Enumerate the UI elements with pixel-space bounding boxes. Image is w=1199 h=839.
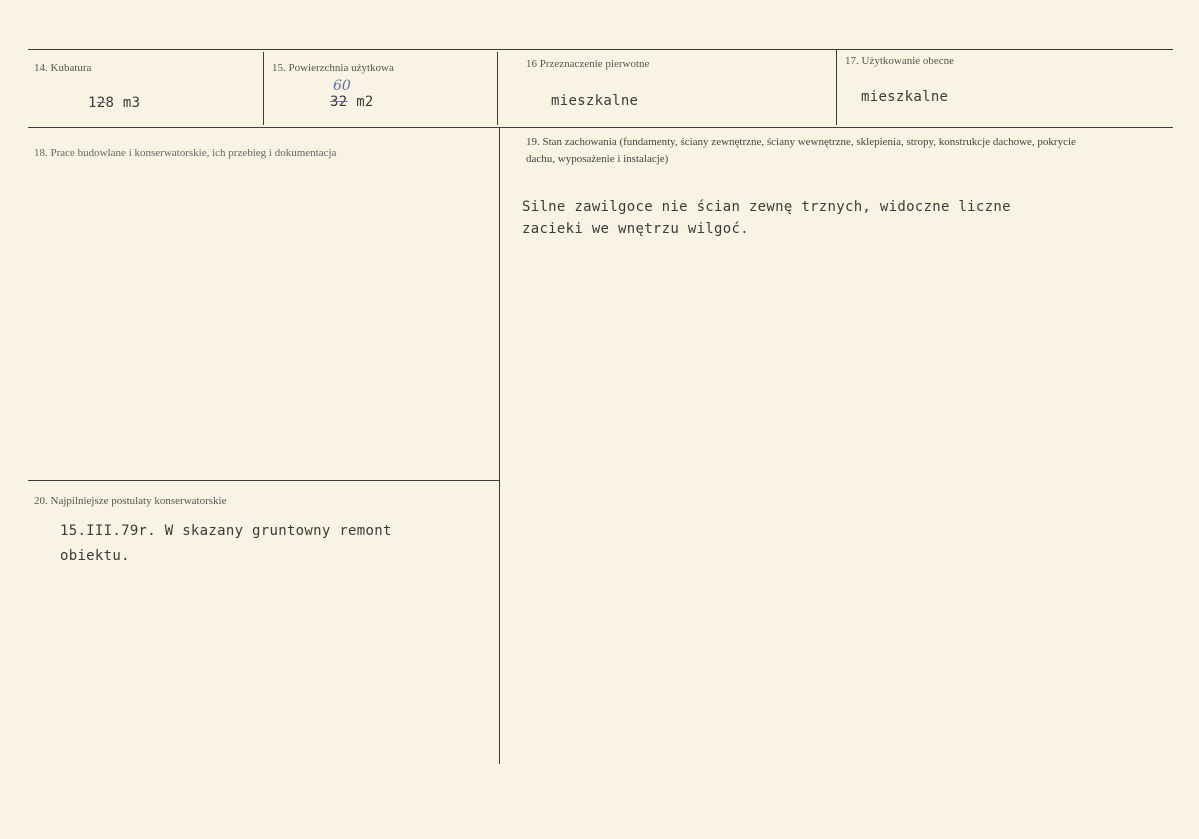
stan-zachowania-line-2: zacieki we wnętrzu wilgoć. xyxy=(522,221,749,237)
top-rule xyxy=(28,49,1173,50)
postulaty-label: 20. Najpilniejsze postulaty konserwatorskie xyxy=(34,495,227,507)
divider-16-17 xyxy=(836,50,837,125)
postulaty-line-2: obiektu. xyxy=(60,548,130,564)
row1-rule xyxy=(28,127,1173,128)
postulaty-line-1: 15.III.79r. W skazany gruntowny remont xyxy=(60,523,392,539)
przeznaczenie-value: mieszkalne xyxy=(551,93,639,109)
prace-label: 18. Prace budowlane i konserwatorskie, ich przebieg i dokumentacja xyxy=(34,147,337,159)
przeznaczenie-label: 16 Przeznaczenie pierwotne xyxy=(526,58,650,70)
stan-zachowania-label: 19. Stan zachowania (fundamenty, ściany zewnętrzne, ściany wewnętrzne, sklepienia, stropy, konstrukcje dachowe, pokrycie dachu, wyposażenie i instalacje) xyxy=(526,136,1076,165)
powierzchnia-value: 32 m2 xyxy=(330,94,374,110)
divider-15-16 xyxy=(497,52,498,125)
stan-zachowania-line-1: Silne zawilgoce nie ścian zewnę trznych, widoczne liczne xyxy=(522,199,1011,215)
row2-rule xyxy=(28,480,500,481)
powierzchnia-label: 15. Powierzchnia użytkowa xyxy=(272,62,394,74)
divider-14-15 xyxy=(263,52,264,125)
uzytkowanie-value: mieszkalne xyxy=(861,89,949,105)
kubatura-value: 128 m3 xyxy=(88,95,141,111)
powierzchnia-correction: 60 xyxy=(333,78,351,94)
uzytkowanie-label: 17. Użytkowanie obecne xyxy=(845,55,955,67)
main-vertical-divider xyxy=(499,128,500,764)
kubatura-label: 14. Kubatura xyxy=(34,62,92,74)
